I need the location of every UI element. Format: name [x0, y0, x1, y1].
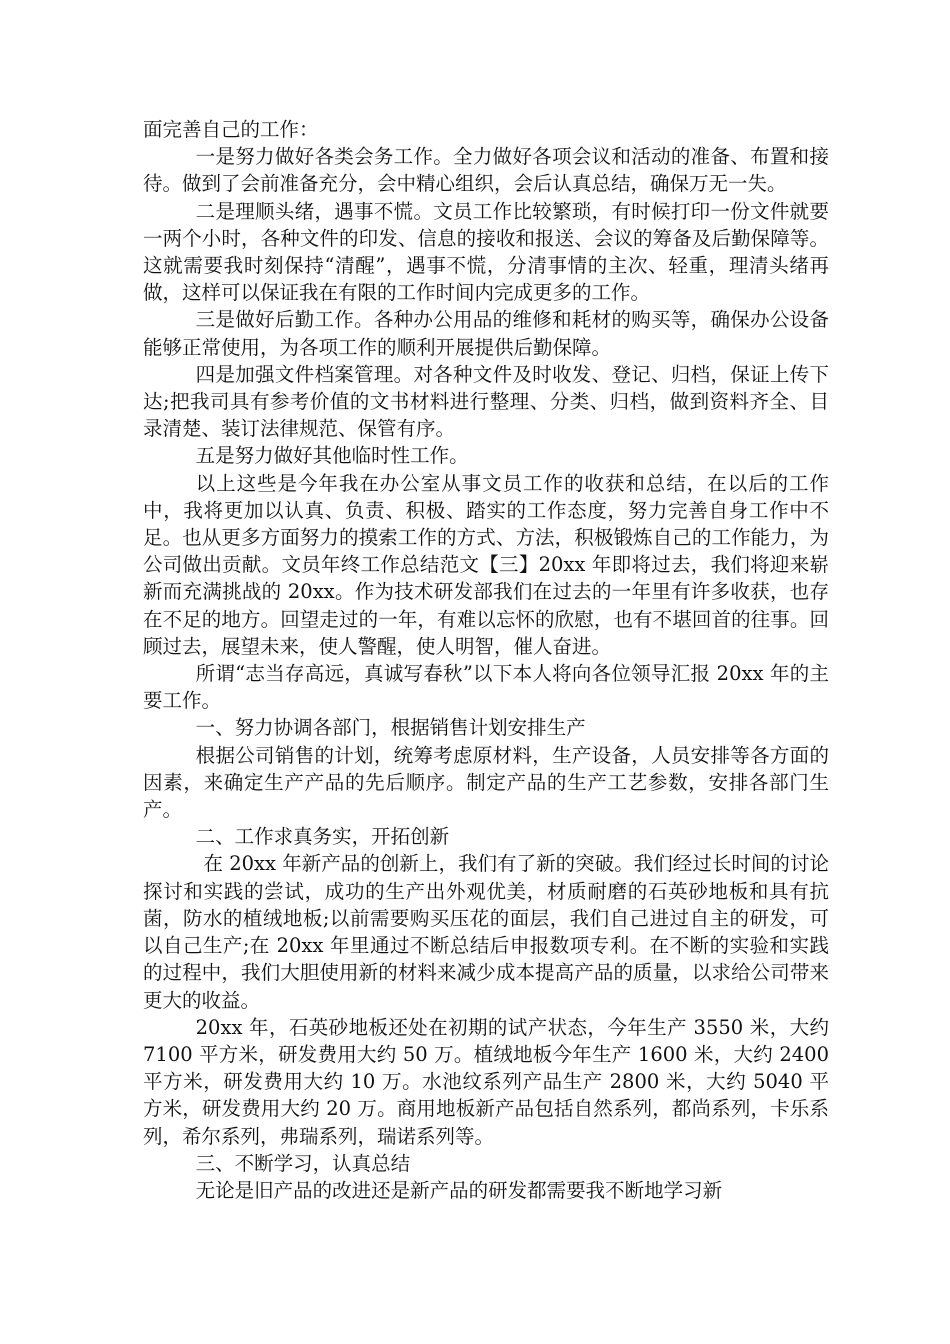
paragraph-archive-management: 四是加强文件档案管理。对各种文件及时收发、登记、归档，保证上传下达;把我司具有参考价值的文书材料进行整理、分类、归档，做到资料齐全、目录清楚、装订法律规范、保管有序。: [143, 362, 829, 441]
paragraph-report-intro: 所谓“志当存高远，真诚写春秋”以下本人将向各位领导汇报 20xx 年的主要工作。: [143, 662, 829, 713]
paragraph-production-plan: 根据公司销售的计划，统筹考虑原材料，生产设备，人员安排等各方面的因素，来确定生产产品的先后顺序。制定产品的生产工艺参数，安排各部门生产。: [143, 743, 829, 822]
section-heading-coordination: 一、努力协调各部门，根据销售计划安排生产: [195, 716, 586, 740]
paragraph-meeting-work: 一是努力做好各类会务工作。全力做好各项会议和活动的准备、布置和接待。做到了会前准备充分，会中精心组织，会后认真总结，确保万无一失。: [143, 145, 829, 196]
paragraph-production-figures: 20xx 年，石英砂地板还处在初期的试产状态，今年生产 3550 米，大约 7100 平方米，研发费用大约 50 万。植绒地板今年生产 1600 米，大约 2400 平方米，研发费用大约 10 万。水池纹系列产品生产 2800 米，大约 5040 平方米，研发费用大约 20 万。商用地板新产品包括自然系列，都尚系列，卡乐系列，希尔系列，弗瑞系列，瑞诺系列等。: [143, 1015, 829, 1148]
section-heading-innovation: 二、工作求真务实，开拓创新: [195, 825, 450, 849]
paragraph-summary: 以上这些是今年我在办公室从事文员工作的收获和总结，在以后的工作中，我将更加以认真、负责、积极、踏实的工作态度，努力完善自身工作中不足。也从更多方面努力的摸索工作的方式、方法，积极锻炼自己的工作能力，为公司做出贡献。文员年终工作总结范文【三】20xx 年即将过去，我们将迎来崭新而充满挑战的 20xx。作为技术研发部我们在过去的一年里有许多收获，也存在不足的地方。回望走过的一年，有难以忘怀的欣慰，也有不堪回首的往事。回顾过去，展望未来，使人警醒，使人明智，催人奋进。: [143, 471, 829, 658]
paragraph-learning: 无论是旧产品的改进还是新产品的研发都需要我不断地学习新: [195, 1178, 723, 1202]
paragraph-temporary-work: 五是努力做好其他临时性工作。: [195, 444, 469, 468]
document-body: [143, 116, 829, 1204]
paragraph-continuation: 面完善自己的工作：: [143, 118, 319, 141]
paragraph-new-products: 在 20xx 年新产品的创新上，我们有了新的突破。我们经过长时间的讨论探讨和实践的尝试，成功的生产出外观优美，材质耐磨的石英砂地板和具有抗菌，防水的植绒地板;以前需要购买压花的面层，我们自己进过自主的研发，可以自己生产;在 20xx 年里通过不断总结后申报数项专利。在不断的实验和实践的过程中，我们大胆使用新的材料来减少成本提高产品的质量，以求给公司带来更大的收益。: [143, 852, 829, 1012]
section-heading-learning: 三、不断学习，认真总结: [195, 1151, 411, 1175]
paragraph-logistics: 三是做好后勤工作。各种办公用品的维修和耗材的购买等，确保办公设备能够正常使用，为各项工作的顺利开展提供后勤保障。: [143, 308, 829, 359]
paragraph-organize-thoughts: 二是理顺头绪，遇事不慌。文员工作比较繁琐，有时候打印一份文件就要一两个小时，各种文件的印发、信息的接收和报送、会议的筹备及后勤保障等。这就需要我时刻保持“清醒”，遇事不慌，分清事情的主次、轻重，理清头绪再做，这样可以保证我在有限的工作时间内完成更多的工作。: [143, 199, 829, 305]
